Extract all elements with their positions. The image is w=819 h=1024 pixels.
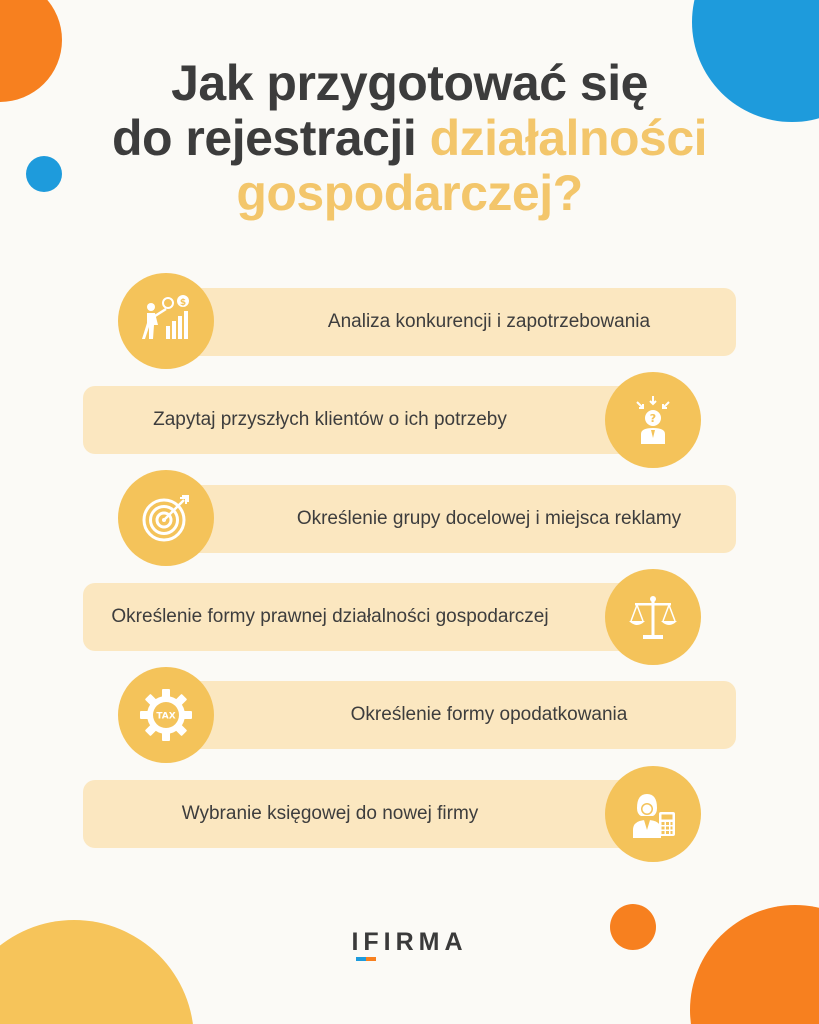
step-bar-2 (83, 386, 637, 454)
growth-chart-person-icon (118, 273, 214, 369)
step-label-3: Określenie grupy docelowej i miejsca reklamy (296, 508, 682, 529)
step-bar-1 (179, 288, 736, 356)
step-label-4: Określenie formy prawnej działalności gospodarczej (111, 606, 549, 627)
step-bar-6 (83, 780, 637, 848)
step-bar-4 (83, 583, 637, 651)
tax-icon-text: TAX (156, 711, 176, 722)
title-highlight-1: działalności (429, 110, 708, 166)
step-bar-3 (182, 485, 736, 553)
question-person-icon (605, 372, 701, 468)
logo-accent-bar (356, 957, 376, 961)
ifirma-logo (0, 928, 819, 957)
svg-text:$: $ (179, 298, 187, 308)
step-label-6: Wybranie księgowej do nowej firmy (181, 803, 479, 824)
tax-gear-icon (118, 667, 214, 763)
step-bar-5 (182, 681, 736, 749)
step-label-5: Określenie formy opodatkowania (350, 704, 628, 725)
page-title (0, 56, 819, 221)
logo-text: IFIRMA (351, 928, 468, 956)
svg-text:?: ? (649, 412, 657, 425)
step-label-2: Zapytaj przyszłych klientów o ich potrzeby (153, 409, 507, 430)
decor-circle-orange-bottom-right (690, 905, 819, 1024)
scales-icon (605, 569, 701, 665)
target-icon (118, 470, 214, 566)
accountant-calculator-icon (605, 766, 701, 862)
title-line-2: do rejestracji (111, 110, 430, 166)
title-line-1: Jak przygotować się (171, 55, 648, 111)
step-label-1: Analiza konkurencji i zapotrzebowania (327, 311, 651, 332)
title-highlight-2: gospodarczej? (236, 165, 583, 221)
